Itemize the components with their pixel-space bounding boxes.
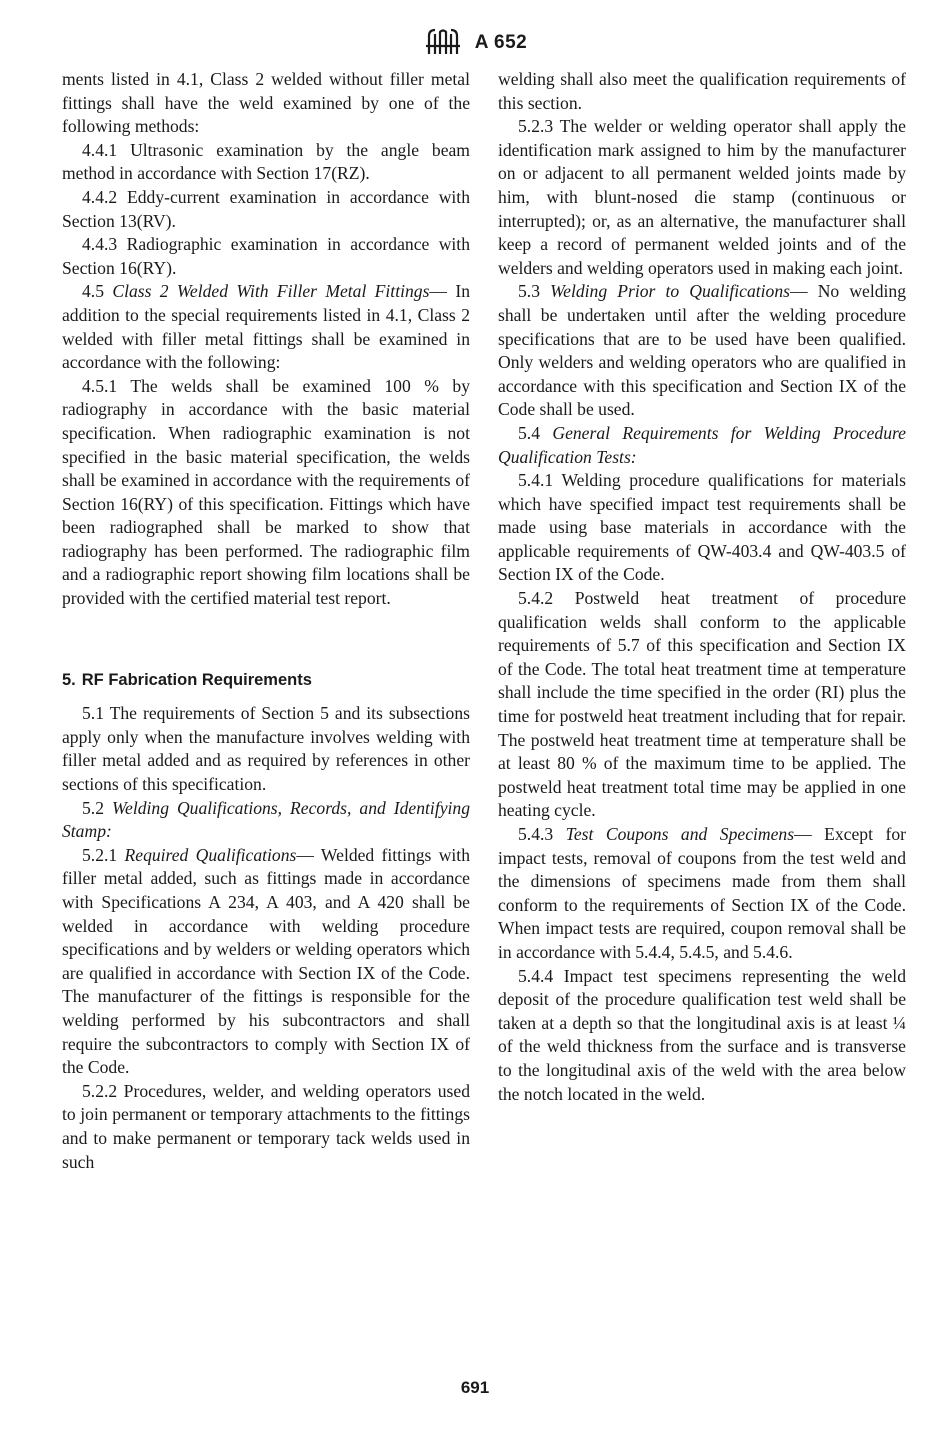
paragraph: 5.4.2 Postweld heat treatment of procedure qualification welds shall conform to the applicable requirements of 5.7 of this specification and Section IX of the Code. The total heat treatment time at temperature shall include the time specified in the order (RI) plus the time for postweld heat treatment including that for repair. The postweld heat treatment time at temperature shall be at least 80 % of the maximum time to be applied. The postweld heat treatment total time may be applied in one heating cycle. (498, 588, 906, 821)
paragraph (62, 797, 470, 844)
clause-title: Required Qualifications (124, 844, 297, 865)
paragraph: 4.4.2 Eddy-current examination in accordance with Section 13(RV). (62, 186, 470, 231)
paragraph: welding shall also meet the qualification requirements of this section. (498, 69, 906, 113)
astm-logo-icon (423, 26, 463, 60)
clause-number: 5.3 (518, 281, 540, 302)
clause-body: — No welding shall be undertaken until after the welding procedure specifications that are to be used have been qualified. Only welders and welding operators who are qualified in accordance with this specification and Section IX of the Code shall be used. (498, 281, 906, 420)
paragraph (498, 422, 906, 469)
paragraph: 5.4.1 Welding procedure qualifications for materials which have specified impact test requirements shall be made using base materials in accordance with the applicable requirements of QW-403.4 and QW-403.5 of Section IX of the Code. (498, 470, 906, 585)
paragraph: 4.4.3 Radiographic examination in accordance with Section 16(RY). (62, 234, 470, 278)
section-number: 5. (62, 670, 76, 689)
clause-number: 5.2.1 (82, 844, 118, 865)
paragraph: 5.1 The requirements of Section 5 and its subsections apply only when the manufacture involves welding with filler metal added and as required by references in other sections of this specification. (62, 703, 470, 795)
paragraph: ments listed in 4.1, Class 2 welded without filler metal fittings shall have the weld examined by one of the following methods: (62, 69, 470, 137)
clause-number: 5.4.3 (518, 824, 554, 844)
section-title: RF Fabrication Requirements (81, 670, 312, 689)
paragraph (62, 280, 470, 374)
paragraph: 5.4.4 Impact test specimens representing the weld deposit of the procedure qualification test weld shall be taken at a depth so that the longitudinal axis is at least ¼ of the weld thickness from the surface and is transverse to the longitudinal axis of the weld with the area below the notch located in the weld. (498, 965, 906, 1104)
clause-title: Welding Qualifications, Records, and Identifying Stamp: (62, 797, 470, 842)
paragraph: 5.2.2 Procedures, welder, and welding operators used to join permanent or temporary attachments to the fittings and to make permanent or temporary tack welds used in such (62, 1080, 470, 1172)
paragraph: 5.2.3 The welder or welding operator shall apply the identification mark assigned to him by the manufacturer on or adjacent to all permanent welded joints made by him, with blunt-nosed die stamp (continuous or interrupted); or, as an alternative, the manufacturer shall keep a record of permanent welded joints and of the welders and welding operators used in making each joint. (498, 116, 906, 278)
clause-title: Test Coupons and Specimens (565, 824, 795, 844)
clause-title: Welding Prior to Qualifications (550, 281, 790, 302)
page-header (0, 26, 950, 60)
paragraph: 4.4.1 Ultrasonic examination by the angle beam method in accordance with Section 17(RZ). (62, 139, 470, 184)
clause-number: 5.4 (518, 422, 540, 443)
section-heading (62, 669, 470, 693)
left-column (62, 68, 470, 1174)
clause-title: General Requirements for Welding Procedure Qualification Tests: (498, 422, 906, 467)
right-column (498, 68, 906, 1106)
standard-designation: A 652 (474, 32, 528, 53)
paragraph (498, 280, 906, 422)
paragraph: 4.5.1 The welds shall be examined 100 % by radiography in accordance with the basic material specification. When radiographic examination is not specified in the basic material specification, the welds shall be examined in accordance with the requirements of Section 16(RY) of this specification. Fittings which have been radiographed shall be marked to show that radiography has been performed. The radiographic film and a radiographic report showing film locations shall be provided with the certified material test report. (62, 375, 470, 609)
page-number: 691 (460, 1378, 490, 1397)
clause-number: 4.5 (82, 281, 104, 302)
clause-body: — Welded fittings with filler metal added, such as fittings made in accordance with Specifications A 234, A 403, and A 420 shall be welded in accordance with welding procedure specifications and by welders or welding operators which are qualified in accordance with Section IX of the Code. The manufacturer of the fittings is responsible for the welding performed by his subcontractors and shall require the subcontractors to comply with Section IX of the Code. (62, 844, 470, 1078)
clause-number: 5.2 (82, 797, 104, 818)
clause-body: — Except for impact tests, removal of coupons from the test weld and the dimensions of specimens made from them shall conform to the requirements of Section IX of the Code. When impact tests are required, coupon removal shall be in accordance with 5.4.4, 5.4.5, and 5.4.6. (498, 824, 906, 962)
clause-title: Class 2 Welded With Filler Metal Fittings (112, 281, 430, 302)
paragraph (498, 823, 906, 965)
paragraph (62, 844, 470, 1080)
clause-body: — In addition to the special requirements listed in 4.1, Class 2 welded with filler metal fittings shall be examined in accordance with the following: (62, 281, 470, 373)
